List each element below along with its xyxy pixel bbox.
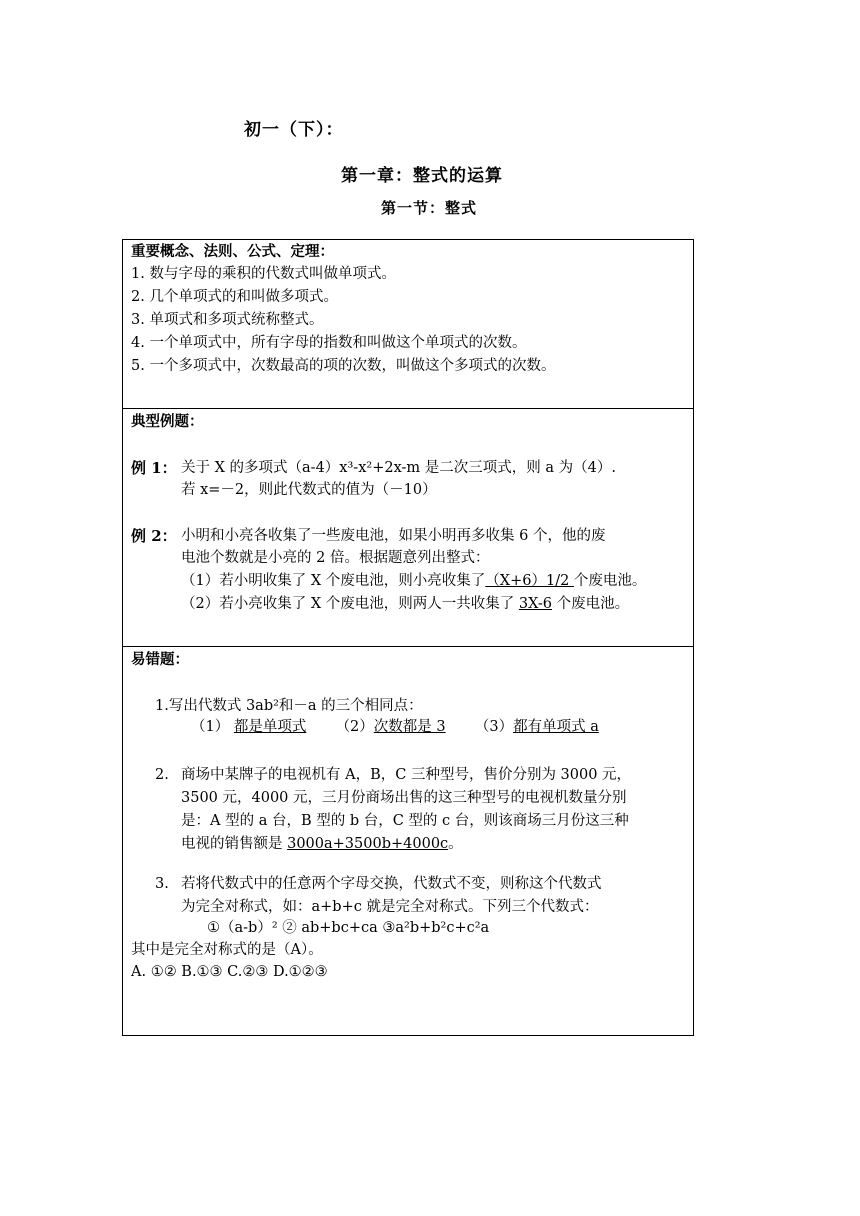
example-2-label: 例 2： [131, 527, 177, 545]
grade-heading: 初一（下）： [244, 120, 344, 140]
concept-item: 3. 单项式和多项式统称整式。 [131, 312, 324, 328]
section-divider [123, 408, 693, 409]
mistake-2-text: 是：A 型的 a 台，B 型的 b 台，C 型的 c 台，则该商场三月份这三种 [181, 813, 629, 829]
concept-item: 4. 一个单项式中，所有字母的指数和叫做这个单项式的次数。 [131, 335, 527, 351]
answer-underlined: 3X-6 [518, 596, 553, 612]
mistake-3-text: 为完全对称式，如：a+b+c 就是完全对称式。下列三个代数式： [181, 899, 599, 915]
examples-heading: 典型例题： [131, 413, 204, 430]
mistake-2-answer-line [181, 834, 463, 854]
answer-underlined: 3000a+3500b+4000c [287, 836, 449, 852]
question-text: 个废电池。 [552, 596, 630, 612]
answer-underlined: 都有单项式 a [513, 719, 599, 735]
answer-underlined: 都是单项式 [233, 719, 307, 735]
question-text: 。 [448, 836, 463, 852]
mistakes-heading: 易错题： [131, 651, 189, 668]
mistake-3-options: ①（a-b）² ② ab+bc+ca ③a²b+b²c+c²a [207, 920, 490, 936]
mistake-3-text: 若将代数式中的任意两个字母交换，代数式不变，则称这个代数式 [181, 876, 602, 892]
concept-item: 1. 数与字母的乘积的代数式叫做单项式。 [131, 266, 396, 282]
example-1-text: 若 x=－2，则此代数式的值为（－10） [181, 482, 437, 498]
question-text: （1）若小明收集了 X 个废电池，则小亮收集了 [181, 573, 486, 589]
content-table [122, 239, 694, 1036]
mistake-1-text: 1.写出代数式 3ab²和－a 的三个相同点： [155, 698, 423, 714]
mistake-3-number: 3. [155, 876, 169, 892]
mistake-3-conclusion: 其中是完全对称式的是（A）。 [131, 942, 323, 958]
concept-item: 2. 几个单项式的和叫做多项式。 [131, 289, 338, 305]
mistake-1-answers [191, 717, 599, 737]
answer-underlined: 次数都是 3 [373, 719, 446, 735]
answer-label: （1） [191, 719, 234, 735]
example-2-text: 电池个数就是小亮的 2 倍。根据题意列出整式： [181, 550, 490, 566]
mistake-2-number: 2. [155, 767, 169, 783]
answer-underlined: （X+6）1/2 [485, 573, 574, 589]
question-text: 个废电池。 [573, 573, 647, 589]
example-2-text: 小明和小亮各收集了一些废电池，如果小明再多收集 6 个，他的废 [181, 528, 606, 544]
example-1-label: 例 1： [131, 459, 177, 477]
mistake-2-text: 商场中某牌子的电视机有 A，B，C 三种型号，售价分别为 3000 元， [181, 767, 632, 783]
example-2-question-1 [181, 571, 646, 591]
section-divider [123, 646, 693, 647]
answer-label: （2） [335, 719, 374, 735]
example-1-text: 关于 X 的多项式（a-4）x³-x²+2x-m 是二次三项式，则 a 为（4）. [181, 460, 616, 476]
section-title: 第一节：整式 [381, 199, 478, 217]
question-text: （2）若小亮收集了 X 个废电池，则两人一共收集了 [181, 596, 519, 612]
chapter-title: 第一章：整式的运算 [341, 166, 503, 186]
mistake-3-choices: A. ①② B.①③ C.②③ D.①②③ [131, 964, 328, 980]
answer-label: （3） [474, 719, 514, 735]
concept-item: 5. 一个多项式中，次数最高的项的次数，叫做这个多项式的次数。 [131, 358, 556, 374]
example-2-question-2 [181, 594, 629, 614]
mistake-2-text: 3500 元，4000 元，三月份商场出售的这三种型号的电视机数量分别 [181, 790, 627, 806]
concepts-heading: 重要概念、法则、公式、定理： [131, 243, 334, 260]
question-text: 电视的销售额是 [181, 836, 288, 852]
